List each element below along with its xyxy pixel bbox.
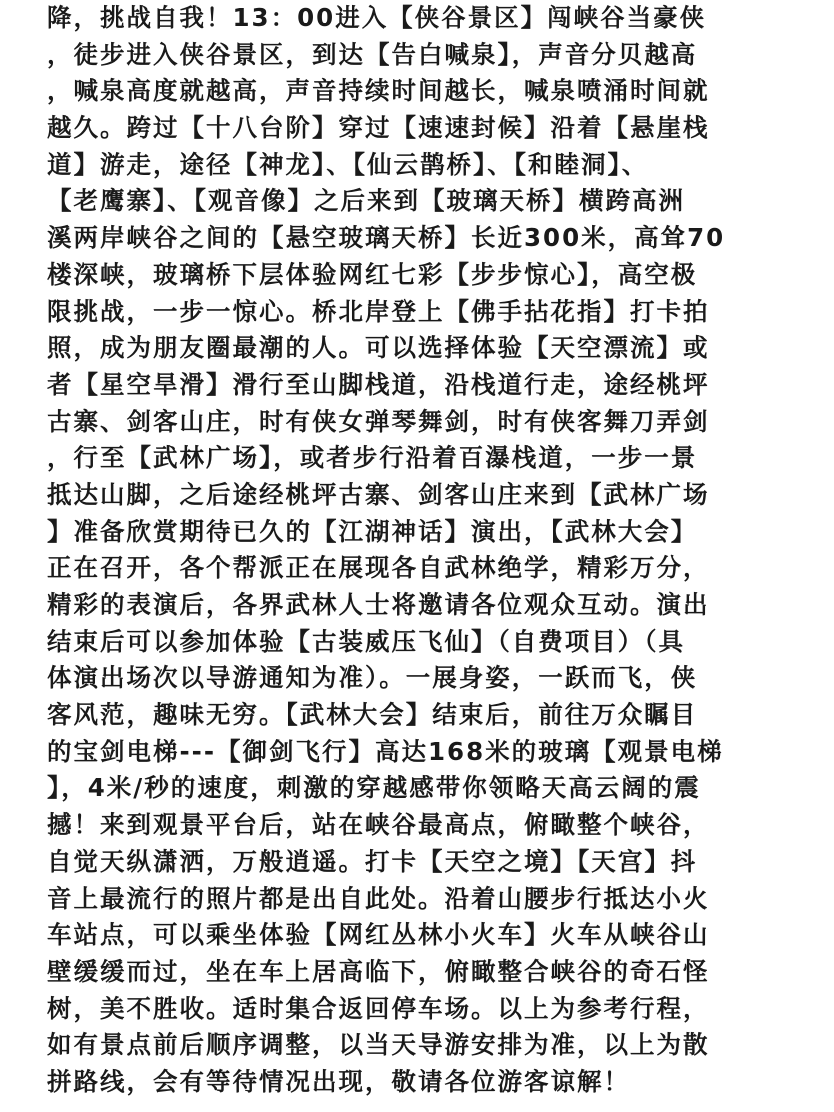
text-line: 越久。跨过【十八台阶】穿过【速速封候】沿着【悬崖栈 xyxy=(47,113,710,143)
text-line: 溪两岸峡谷之间的【悬空玻璃天桥】长近300米，高耸70 xyxy=(47,223,726,253)
text-line: 如有景点前后顺序调整，以当天导游安排为准，以上为散 xyxy=(47,1030,710,1060)
text-line: 限挑战，一步一惊心。桥北岸登上【佛手拈花指】打卡拍 xyxy=(47,296,710,326)
text-line: 车站点，可以乘坐体验【网红丛林小火车】火车从峡谷山 xyxy=(47,920,710,950)
text-line: 】，4米/秒的速度，刺激的穿越感带你领略天高云阔的震 xyxy=(47,773,701,803)
text-line: 正在召开，各个帮派正在展现各自武林绝学，精彩万分， xyxy=(47,553,710,583)
text-line: 抵达山脚，之后途经桃坪古寨、剑客山庄来到【武林广场 xyxy=(47,479,710,509)
text-line: 树，美不胜收。适时集合返回停车场。以上为参考行程， xyxy=(47,993,710,1023)
text-line: 者【星空旱滑】滑行至山脚栈道，沿栈道行走，途经桃坪 xyxy=(47,369,710,399)
text-line: 体演出场次以导游通知为准）。一展身姿，一跃而飞，侠 xyxy=(47,663,698,693)
text-line: 的宝剑电梯---【御剑飞行】高达168米的玻璃【观景电梯 xyxy=(47,736,724,766)
text-line: 精彩的表演后，各界武林人士将邀请各位观众互动。演出 xyxy=(47,590,710,619)
text-line: 照，成为朋友圈最潮的人。可以选择体验【天空漂流】或 xyxy=(47,333,710,363)
text-line: ，喊泉高度就越高，声音持续时间越长，喊泉喷涌时间就 xyxy=(47,76,710,106)
text-line: 音上最流行的照片都是出自此处。沿着山腰步行抵达小火 xyxy=(47,883,710,913)
text-line: 客风范，趣味无穷。【武林大会】结束后，前往万众瞩目 xyxy=(47,700,698,730)
text-line: 】准备欣赏期待已久的【江湖神话】演出，【武林大会】 xyxy=(47,516,698,546)
text-line: 拼路线，会有等待情况出现，敬请各位游客谅解！ xyxy=(47,1066,630,1096)
text-line: 降，挑战自我！13：00进入【侠谷景区】闯峡谷当豪侠 xyxy=(47,3,707,32)
text-line: ，行至【武林广场】，或者步行沿着百瀑栈道，一步一景 xyxy=(47,443,698,473)
text-line: 撼！来到观景平台后，站在峡谷最高点，俯瞰整个峡谷， xyxy=(47,810,710,840)
text-line: 楼深峡，玻璃桥下层体验网红七彩【步步惊心】，高空极 xyxy=(47,259,698,289)
text-line: 道】游走，途径【神龙】、【仙云鹊桥】、【和睦洞】、 xyxy=(47,149,649,179)
text-line: 自觉天纵潇洒，万般逍遥。打卡【天空之境】【天宫】抖 xyxy=(47,846,698,876)
text-line: 【老鹰寨】、【观音像】之后来到【玻璃天桥】横跨高洲 xyxy=(47,186,685,216)
text-line: 古寨、剑客山庄，时有侠女弹琴舞剑，时有侠客舞刀弄剑 xyxy=(47,406,710,436)
text-line: 结束后可以参加体验【古装威压飞仙】（自费项目）（具 xyxy=(47,626,685,656)
text-line: 壁缓缓而过，坐在车上居高临下，俯瞰整合峡谷的奇石怪 xyxy=(47,956,710,986)
itinerary-text xyxy=(47,0,807,1101)
text-line: ，徒步进入侠谷景区，到达【告白喊泉】，声音分贝越高 xyxy=(47,39,698,69)
